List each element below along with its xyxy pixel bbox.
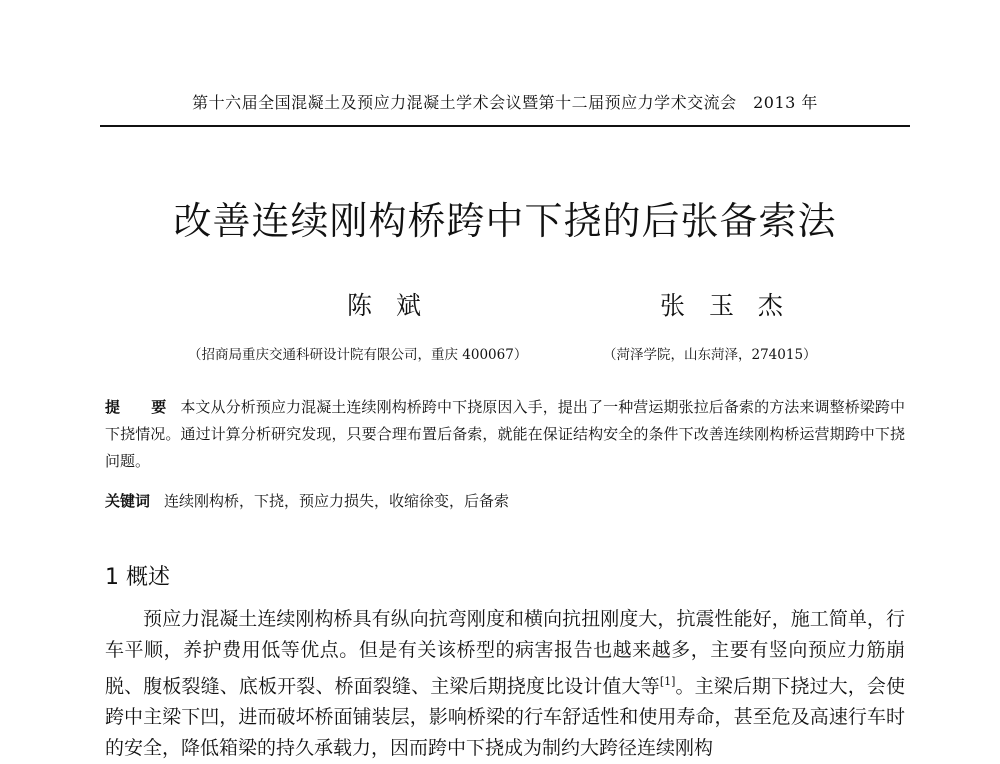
abstract-text: 本文从分析预应力混凝土连续刚构桥跨中下挠原因入手，提出了一种营运期张拉后备索的方法来调整桥梁跨中下挠情况。通过计算分析研究发现，只要合理布置后备索，就能在保证结构安全的条件下改善连续刚构桥运营期跨中下挠问题。	[105, 398, 905, 470]
abstract	[105, 394, 905, 475]
keywords	[105, 490, 905, 511]
keywords-text: 连续刚构桥，下挠，预应力损失，收缩徐变，后备索	[164, 492, 510, 510]
section-heading: 1 概述	[105, 565, 170, 590]
header-rule	[100, 125, 910, 127]
paper-title: 改善连续刚构桥跨中下挠的后张备索法	[173, 199, 837, 243]
keywords-label: 关键词	[105, 492, 151, 510]
running-header: 第十六届全国混凝土及预应力混凝土学术会议暨第十二届预应力学术交流会 2013 年	[192, 93, 818, 112]
author-name: 张 玉 杰	[660, 291, 791, 320]
body-paragraph	[105, 604, 905, 764]
author-name: 陈 斌	[347, 291, 429, 320]
abstract-label: 提 要	[105, 398, 175, 416]
author-affiliation: （招商局重庆交通科研设计院有限公司，重庆 400067）	[188, 347, 528, 363]
author-affiliation: （菏泽学院，山东菏泽，274015）	[603, 347, 817, 363]
reference-mark: [1]	[659, 675, 676, 688]
paragraph-text-continued: 。主梁后期下挠过大，会使跨中主梁下凹，进而破坏桥面铺装层，影响桥梁的行车舒适性和使用寿命，甚至危及高速行车时的安全，降低箱梁的持久承载力，因而跨中下挠成为制约大跨径连续刚构	[105, 675, 905, 760]
paragraph-text: 预应力混凝土连续刚构桥具有纵向抗弯刚度和横向抗扭刚度大，抗震性能好，施工简单，行车平顺，养护费用低等优点。但是有关该桥型的病害报告也越来越多，主要有竖向预应力筋崩脱、腹板裂缝、底板开裂、桥面裂缝、主梁后期挠度比设计值大等	[105, 608, 905, 698]
